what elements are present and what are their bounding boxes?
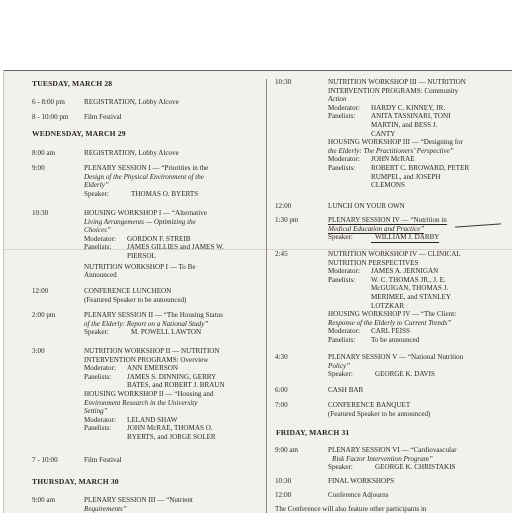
entry-time: 7 - 10:00	[32, 456, 58, 464]
panelists-names: JAMES GILLIES and JAMES W.	[127, 243, 224, 252]
panelists-label: Panelists:	[328, 275, 356, 284]
program-page	[4, 70, 512, 513]
panelists-label: Panelists:	[328, 112, 356, 121]
entry-time: 6:00	[275, 386, 288, 394]
session-title-line: Setting”	[84, 407, 108, 416]
panelists-label: Panelists:	[84, 372, 112, 381]
panelists-row	[328, 112, 502, 121]
entry-body	[84, 287, 256, 304]
panelists-names: ROBERT C. BROWARD, PETER	[371, 163, 470, 172]
moderator-label: Moderator:	[84, 234, 116, 243]
moderator-label: Moderator:	[84, 364, 116, 373]
session-title-line: Elderly”	[84, 181, 109, 190]
entry-body	[84, 209, 256, 280]
entry-body	[84, 164, 256, 198]
speaker-row	[328, 463, 502, 472]
session-title-line: HOUSING WORKSHOP IV — “The Client:	[328, 310, 457, 319]
speaker-label: Speaker:	[328, 233, 353, 242]
session-title-line: Requirements”	[84, 504, 127, 513]
column-divider	[266, 79, 267, 513]
session-title-line: HOUSING WORKSHOP II — “Housing and	[84, 389, 214, 398]
underlined-title: PLENARY SESSION IV — “Nutrition in	[328, 216, 447, 224]
entry-time: 8:00 am	[32, 149, 56, 157]
entry-title: FINAL WORKSHOPS	[328, 477, 395, 485]
speaker-row	[84, 190, 256, 199]
panelists-label: Panelists:	[84, 424, 112, 433]
day-heading-thursday: THURSDAY, MARCH 30	[32, 477, 119, 486]
moderator-label: Moderator:	[328, 327, 360, 336]
entry-body	[328, 446, 502, 472]
moderator-name: LELAND SHAW	[127, 415, 178, 424]
speaker-row	[328, 370, 502, 379]
entry-time: 12:00	[275, 202, 292, 210]
panelists-names: JOHN McRAE, THOMAS O.	[127, 424, 213, 433]
session-title-line: NUTRITION WORKSHOP IV — CLINICAL	[328, 250, 461, 258]
speaker-label: Speaker:	[84, 189, 109, 198]
session-note: (Featured Speaker to be announced)	[84, 295, 187, 304]
panelists-names: CANTY	[371, 129, 396, 138]
entry-title: Conference Adjourns	[328, 491, 389, 499]
panelists-row	[328, 276, 502, 285]
entry-body	[84, 347, 256, 442]
speaker-name: GEORGE K. DAVIS	[375, 370, 435, 379]
panelists-row	[84, 243, 256, 252]
panelists-names: To be announced	[371, 335, 420, 344]
panelists-names: W. C. THOMAS JR., J. E.	[371, 275, 446, 284]
speaker-name: WILLIAM J. DARBY	[371, 233, 439, 243]
panelists-row	[328, 164, 502, 173]
entry-time: 7:00	[275, 401, 288, 409]
session-note: (Featured Speaker to be announced)	[328, 409, 431, 418]
speaker-label: Speaker:	[84, 328, 109, 337]
moderator-name: GORDON F. STREIB	[127, 234, 191, 243]
entry-time: 12:00	[32, 287, 49, 295]
session-title-line: Choices”	[84, 226, 111, 235]
entry-body	[84, 496, 256, 513]
speaker-name: THOMAS O. BYERTS	[131, 189, 199, 198]
moderator-name: HARDY C. KINNEY, JR.	[371, 103, 446, 112]
moderator-row	[84, 416, 256, 425]
session-title-line: Risk Factor Intervention Program”	[332, 454, 433, 463]
entry-time: 12:00	[275, 491, 292, 499]
panelists-names: CLEMONS	[371, 181, 405, 190]
panelists-names: MARTIN, and BESS J.	[371, 120, 438, 129]
session-title-line: HOUSING WORKSHOP III — “Designing for	[328, 138, 463, 147]
entry-time: 10:30	[32, 209, 49, 217]
entry-time: 1:30 pm	[275, 216, 299, 224]
panelists-names: PIERSOL	[127, 251, 156, 260]
entry-time: 6 - 8:00 pm	[32, 98, 65, 106]
moderator-name: CARL FEISS	[371, 327, 410, 336]
panelists-row	[328, 336, 502, 345]
footer-line: The Conference will also feature other participants in	[275, 505, 427, 513]
session-title-line: of the Elderly: Report on a National Study”	[84, 319, 209, 328]
moderator-name: ANN EMERSON	[127, 364, 179, 373]
session-title-line: Response of the Elderly to Current Trends”	[328, 318, 452, 327]
entry-time: 3:00	[32, 347, 45, 355]
session-title-line: CONFERENCE LUNCHEON	[84, 287, 172, 295]
session-title-line: INTERVENTION PROGRAMS: Overview	[84, 355, 209, 364]
session-title-line: PLENARY SESSION III — “Nutrient	[84, 496, 193, 504]
session-title-line: Environment Research in the University	[84, 398, 198, 407]
session-title-line: Living Arrangements — Optimizing the	[84, 217, 196, 226]
panelists-row	[84, 373, 256, 382]
moderator-row	[328, 155, 502, 164]
session-title-line: HOUSING WORKSHOP I — “Alternative	[84, 209, 207, 217]
moderator-row	[328, 327, 502, 336]
session-title-line: NUTRITION WORKSHOP III — NUTRITION	[328, 78, 466, 86]
moderator-row	[328, 267, 502, 276]
panelists-names: McGUIGAN, THOMAS J.	[371, 284, 449, 293]
entry-time: 8 - 10:00 pm	[32, 113, 69, 121]
speaker-row	[84, 328, 256, 337]
entry-time: 10:30	[275, 78, 292, 86]
panelists-label: Panelists:	[328, 335, 356, 344]
moderator-label: Moderator:	[84, 415, 116, 424]
session-title-line: the Elderly: The Practitioners’ Perspective”	[328, 146, 454, 155]
session-title-line: Announced	[84, 271, 117, 280]
entry-body	[328, 78, 502, 190]
session-title-line: PLENARY SESSION V — “National Nutrition	[328, 353, 464, 361]
session-title-line: PLENARY SESSION II — “The Housing Status	[84, 311, 223, 319]
session-title-line: Action	[328, 95, 347, 104]
panelists-names: BATES, and ROBERT J. BRAUN	[127, 381, 225, 390]
session-title-line: Policy”	[328, 361, 351, 370]
day-heading-wednesday: WEDNESDAY, MARCH 29	[32, 129, 126, 138]
speaker-name: GEORGE K. CHRISTAKIS	[375, 463, 456, 472]
speaker-label: Speaker:	[328, 463, 353, 472]
session-title-line: INTERVENTION PROGRAMS: Community	[328, 86, 459, 95]
session-title-line: NUTRITION WORKSHOP II — NUTRITION	[84, 347, 220, 355]
moderator-row	[84, 364, 256, 373]
session-title-line: NUTRITION PERSPECTIVES	[328, 258, 419, 267]
session-title-line: Design of the Physical Environment of the	[84, 172, 204, 181]
entry-time: 10:30	[275, 477, 292, 485]
entry-time: 9:00 am	[275, 446, 299, 454]
moderator-name: JAMES A. JERNIGAN	[371, 267, 439, 276]
speaker-label: Speaker:	[328, 370, 353, 379]
panelists-names: ANITA TASSINARI, TONI	[371, 112, 451, 121]
session-title-line: NUTRITION WORKSHOP I — To Be	[84, 262, 196, 271]
entry-title: CASH BAR	[328, 386, 364, 394]
panelists-label: Panelists:	[84, 243, 112, 252]
moderator-row	[84, 235, 256, 244]
panelists-row	[84, 424, 256, 433]
entry-time: 9:00	[32, 164, 45, 172]
entry-title: REGISTRATION, Lobby Alcove	[84, 149, 179, 157]
entry-title: Film Festival	[84, 113, 122, 121]
moderator-label: Moderator:	[328, 267, 360, 276]
entry-body	[328, 216, 502, 243]
entry-body	[328, 250, 502, 345]
entry-time: 9:00 am	[32, 496, 56, 504]
speaker-row	[328, 233, 502, 243]
panelists-names: BYERTS, and JORGE SOLER	[127, 432, 216, 441]
panelists-label: Panelists:	[328, 163, 356, 172]
underlined-title: Medical Education and Practice”	[328, 224, 425, 233]
panelists-names: LOTZKAR	[371, 301, 405, 310]
entry-title: Film Festival	[84, 456, 122, 464]
entry-title: LUNCH ON YOUR OWN	[328, 202, 405, 210]
session-title-line	[328, 216, 502, 225]
entry-time: 4:30	[275, 353, 288, 361]
entry-time: 2:45	[275, 250, 288, 258]
panelists-names: MERIMEE, and STANLEY	[371, 292, 452, 301]
day-heading-tuesday: TUESDAY, MARCH 28	[32, 79, 113, 88]
moderator-label: Moderator:	[328, 155, 360, 164]
session-title-line: CONFERENCE BANQUET	[328, 401, 411, 409]
moderator-row	[328, 104, 502, 113]
panelists-names: JAMES S. DINNING, GERRY	[127, 372, 217, 381]
day-heading-friday: FRIDAY, MARCH 31	[276, 428, 350, 437]
entry-body	[84, 311, 256, 337]
entry-title: REGISTRATION, Lobby Alcove	[84, 98, 179, 106]
entry-time: 2:00 pm	[32, 311, 56, 319]
session-title-line: PLENARY SESSION VI — “Cardiovascular	[328, 446, 457, 454]
moderator-label: Moderator:	[328, 103, 360, 112]
speaker-name: M. POWELL LAWTON	[131, 328, 202, 337]
panelists-names: RUMPEL, and JOSEPH	[371, 172, 441, 181]
entry-body	[328, 353, 502, 379]
moderator-name: JOHN McRAE	[371, 155, 415, 164]
session-title-line: PLENARY SESSION I — “Priorities in the	[84, 164, 209, 172]
entry-body	[328, 401, 502, 418]
